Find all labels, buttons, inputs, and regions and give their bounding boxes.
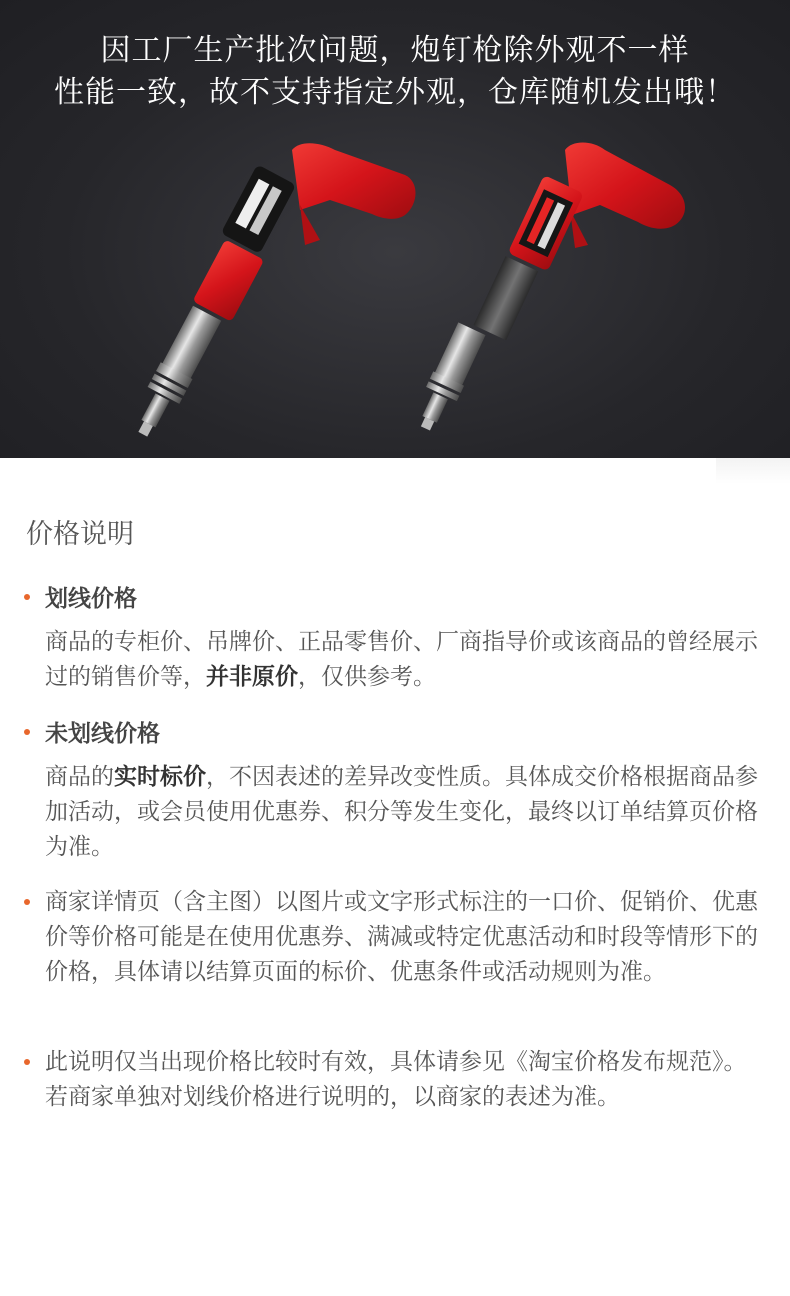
item-body: 商家详情页（含主图）以图片或文字形式标注的一口价、促销价、优惠价等价格可能是在使用优惠券、满减或特定优惠活动和时段等情形下的价格，具体请以结算页面的标价、优惠条件或活动规则为准。 — [45, 889, 758, 985]
product-banner — [0, 0, 790, 458]
bullet-dot — [24, 594, 30, 600]
nail-gun-left — [127, 143, 416, 442]
banner-line-1: 因工厂生产批次问题，炮钉枪除外观不一样 — [100, 33, 690, 68]
item-title: 划线价格 — [45, 586, 137, 612]
corner-tab — [716, 458, 790, 484]
item-body: 此说明仅当出现价格比较时有效，具体请参见《淘宝价格发布规范》。若商家单独对划线价格进行说明的，以商家的表述为准。 — [45, 1049, 747, 1110]
nail-gun-product-image — [0, 0, 790, 458]
item-title: 未划线价格 — [45, 721, 160, 747]
bullet-dot — [24, 729, 30, 735]
bullet-dot — [24, 899, 30, 905]
item-body-text: ，不因表述的差异改变性质。具体成交价格根据商品参加活动，或会员使用优惠券、积分等发生变化，最终以订单结算页价格为准。 — [45, 764, 758, 860]
item-body-text: 商品的专柜价、吊牌价、正品零售价、厂商指导价或该商品的曾经展示过的销售价等， — [45, 629, 758, 690]
price-info-title: 价格说明 — [26, 519, 134, 550]
banner-line-2: 性能一致，故不支持指定外观，仓库随机发出哦！ — [54, 75, 736, 110]
item-body-text: ，仅供参考。 — [298, 664, 436, 690]
item-body — [45, 760, 760, 865]
item-body-bold: 实时标价 — [114, 764, 206, 790]
nail-gun-right — [410, 143, 685, 436]
item-body-bold: 并非原价 — [206, 664, 298, 690]
bullet-dot — [24, 1059, 30, 1065]
item-body — [45, 625, 760, 695]
item-body-text: 商品的 — [45, 764, 114, 790]
